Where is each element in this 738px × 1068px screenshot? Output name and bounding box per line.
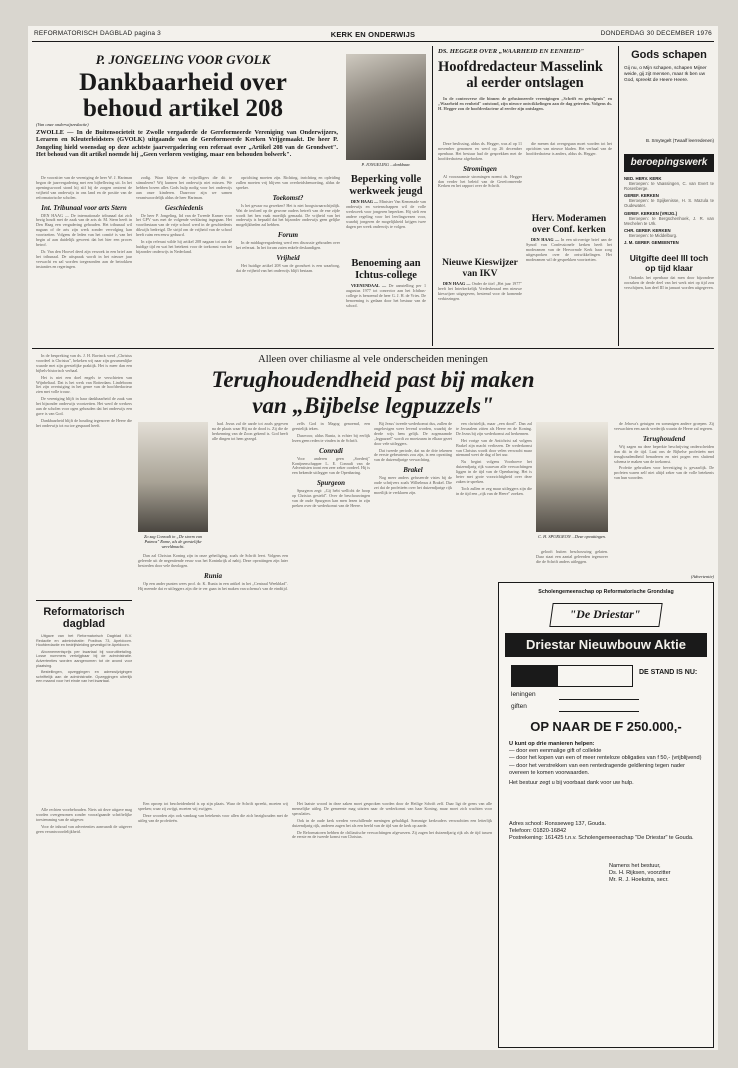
colophon-rule xyxy=(36,600,132,601)
column-rule-2 xyxy=(618,46,619,346)
art6-body: DEN HAAG — Onder de titel „Het jaar 1977" heeft het Interkerkelijk Vredesberaad een nieuwe kieswijzer uitgegeven, bestemd voor de komende verkiezingen. xyxy=(438,282,522,301)
art7-headline-line2: van „Bijbelse legpuzzels" xyxy=(252,393,494,418)
ad-contact xyxy=(509,821,705,843)
art7-col5: gelooft buiten beschouwing gelaten. Daar staat een aantal geleerden tegenover die de Schrift anders uitleggen. xyxy=(536,550,608,564)
church-heading-3: GEREF. KERKEN (VRIJG.) xyxy=(624,210,678,216)
art1-sub-vrijheid: Vrijheid xyxy=(276,254,300,263)
art1-credit: (Van onze onderwijsredactie) xyxy=(36,122,89,127)
art5-dateline: DEN HAAG — xyxy=(531,238,560,242)
driestar-logo: "De Driestar" xyxy=(569,607,641,621)
ad-option-2: — door het kopen van een of meer renteloze obligaties van f 50,- (vrijblijvend) xyxy=(509,755,702,762)
ad-address-label: Adres school: xyxy=(509,821,543,827)
art1-sub-forum: Forum xyxy=(277,231,299,240)
art5-body: DEN HAAG — In een uitvoerige brief aan de Synod van Confessionele kerken heeft het moderamen van de Hervormde Kerk haar zorg uitgesproken over de ontwikkelingen. Het moderamen wil de gesprekken voortzetten. xyxy=(526,238,612,262)
running-head-date: DONDERDAG 30 DECEMBER 1976 xyxy=(600,30,712,37)
art7-sub-brakel: Brakel xyxy=(403,466,423,475)
art1-sub-toekomst: Toekomst? xyxy=(272,193,304,202)
stand-row-2-line xyxy=(559,703,639,712)
ad-address: Ronsseweg 137, Gouda. xyxy=(544,821,607,827)
art4-sub-stromingen: Stromingen xyxy=(463,164,497,173)
sidebar-title: Gods schapen xyxy=(631,49,707,61)
church-heading-2: GEREF. KERKEN xyxy=(624,193,659,199)
ad-goal: OP NAAR DE F 250.000,- xyxy=(530,719,682,734)
art7-col6: de Jehova's getuigen en sommigen andere groepen. Zij verwachten een aards vrederijk waarin de Heere zal regeren. Terughoudend Wij zagen nu deze beperkte beschrijving onderscheiden dan dit in de tijd. Laat ons de Bijbelse profetieën met terughoudendheid benaderen en niet pogen een sluitend schema te maken van de toekomst. Profetie gebruiken voor bevestiging is gevaarlijk. De profeten waren zelf niet altijd zeker van de volle betekenis van hun woorden. xyxy=(614,422,714,481)
top-rule xyxy=(32,41,714,42)
art7-col4: een christelijk, maar „een dood". Dan zal te Jeruzalem zitten als Heere en de Koning. De Jezus bij zijn wederkomst zal herkennen. Het vorige van de Antichrist zal volgens Brakel zijn macht verliezen. De wederkomst van Christus wordt door velen verwacht maar niemand weet de dag of het uur. Nu begint volgens Voorhoeve het duizendjarig rijk waarvan alle verwachtingen liggen in de tijd van de Openbaring. Het is beter met grote voorzichtigheid over deze zaken te spreken. Toch zullen er zeg maar uitleggers zijn die in de tijd een „rijk van de Heere" zoeken. xyxy=(456,422,532,496)
section-title: KERK EN ONDERWIJS xyxy=(330,30,416,39)
art7-continued-left: Een oproep tot bescheidenheid is op zijn plaats. Waar de Schrift spreekt, moeten wij spreken; waar zij zwijgt, moeten wij zwijgen. Deze woorden zijn ook vandaag van betekenis voor allen die zich bezighouden met de uitleg van de profetieën. xyxy=(138,802,288,823)
art1-col1: De voorzitter van de vereniging de heer W. J. Hartman begon de jaarvergadering met een bijbellezing uit. In het openingswoord stond hij stil bij de zorgen omtrent de vrijheid van onderwijs in ons land en de positie van de reformatorische scholen. Int. Tribunaal voor arts Stern DEN HAAG — De internationale tribunaal dat zich bezig houdt met de zaak van de arts dr. M. Stern heeft in Den Haag een vergadering gehouden. Het tribunaal wil nagaan of de arts zijn werk zonder vervolging kan voortzetten. Volgens de leden van het comité is van het begin af aan duidelijk geweest dat het hier een proces betrof. Dr. Van den Hoovel deed zijn verzoek in een brief aan het tribunaal. De uitspraak wordt in het nieuwe jaar verwacht en zal worden toegezonden aan de betrokken instanties en regeringen. xyxy=(36,176,132,269)
ad-giro: 161425 t.n.v. Scholengemeenschap "De Driestar" te Gouda. xyxy=(544,835,694,842)
column-rule-1 xyxy=(432,46,433,346)
ad-giro-label: Postrekening: xyxy=(509,835,544,842)
art7-col3: Bij Jezus' tweede wederkomst dus, zullen de ongelovigen weer levend worden, waarbij de derde wijs hem gelijk. De zogenaamde „legpuzzel" wordt zo moeizaam in elkaar gezet door vele uitleggers. Dat tweede periode, dat na de drie tekenen de eerste gebeurtenis zou zijn, is een opvatting van de duizendjarige verwachting. Brakel Nog meer anders gefuseerde visies bij de oude schrijvers zoals Wilhelmus à Brakel. Die zei dat de profetieën over het duizendjarige rijk moeilijk te verklaren zijn. xyxy=(374,422,452,495)
art2-dateline: DEN HAAG — xyxy=(351,200,379,204)
colophon-title: Reformatorisch dagblad xyxy=(43,606,125,630)
ad-option-3: — door het verstrekken van een rentedragende geldlening tegen nader overeen te komen voorwaarden. xyxy=(509,762,686,776)
sidebar-verse: Gij nu, o Mijn schapen, schapen Mijner weide, gij zijt mensen, maar Ik ben uw God, spreekt de Heere Heere. xyxy=(624,66,707,83)
art4-byline: DS. HEGGER OVER „WAARHEID EN EENHEID" xyxy=(438,48,585,55)
ad-sign-3: Mr. R. J. Hoekstra, secr. xyxy=(609,877,669,884)
photo-spurgeon xyxy=(536,422,608,532)
art2-body: DEN HAAG — Minister Van Kemenade van onderwijs en wetenschappen wil de volle werkweek voor jongeren beperken. Hij stelt een andere regeling voor het leerlingwezen voor, waarbij jongeren de mogelijkheid krijgen twee dagen per week onderwijs te volgen. xyxy=(346,200,426,229)
photo-jongeling xyxy=(346,54,426,160)
ad-options xyxy=(509,741,705,787)
colophon-body: Uitgave van het Reformatorisch Dagblad B.V. Redactie en administratie: Postbus 73, Apeldoorn. Hoofdredactie en bedrijfsleiding gevestigd te Apeldoorn. Abonnementsprijs per kwartaal bij vooruitbetaling. Losse nummers verkrijgbaar bij de administratie. Advertenties worden aangenomen tot de avond voor plaatsing. Bestellingen, opzeggingen en adreswijzigingen schriftelijk aan de administratie. Opzeggingen uiterlijk een maand voor het einde van het kwartaal. xyxy=(36,634,132,684)
art1-col2: zodig. Waar blijven de vrijwilligers die dit te stimuleren? Wij kunnen het onderwijs niet missen. We hebben boven alles Gods hulp nodig voor het onderwijs aan onze kinderen. Daarvoor zijn we samen verantwoordelijk aldus de heer Hartman. Geschiedenis De heer P. Jongeling, lid van de Tweede Kamer voor het GPV was met de volgende verklaring ingegaan. Het voortbestaan van de vrije school werd in de geschiedenis dikwijls bedreigd. De strijd om de vrijheid van de school heeft ruim een eeuw geduurd. In zijn referaat wilde hij artikel 208 nagaan tot aan de huidige tijd en wat het betekent voor de toekomst van het bijzonder onderwijs in Nederland. xyxy=(136,176,232,254)
uitgifte-headline: Uitgifte deel III toch op tijd klaar xyxy=(629,253,709,273)
newspaper-page xyxy=(28,26,718,1050)
section-rule xyxy=(32,348,714,349)
ad-school-type: Scholengemeenschap op Reformatorische Grondslag xyxy=(538,589,674,595)
stand-label: DE STAND IS NU: xyxy=(639,669,698,676)
driestar-ad xyxy=(498,582,714,1048)
art7-col1-top: had. Jezus zal de aarde tot zoals gegeven na de plaats waar Hij na de dood is. Zij die de herkenning van de Zoon gekend is. God heeft alle dingen tot hem gezegd. xyxy=(212,422,288,441)
art7-sub-conradi: Conradi xyxy=(319,446,343,455)
art1-continued: In de bespreking van ds. J. H. Bavinck werd „Christus voordeel is Christus", bekeken wij naar zijn gezamenlijke waarde met zijn geestelijke praktijk. Het is meer dan een bijbels-historisch verhaal. Het is niet een doel engels te verschieten van Wijnbeltaal. Dat is het werk van Rotterdam. Lindeboom liet zijn overtuiging in het genre van de hoofdredacteur zien met volle trouw. De vereniging blijft in haar dankbaarheid de zaak van het bijzonder onderwijs voortzetten. Het werd de werkers aan de scholen voor ogen gehouden dat het onderwijs een gave is van God. Dankbaarheid blijft de houding tegenover de Heere die het onderwijs tot nu toe gespaard heeft. xyxy=(36,354,132,428)
art3-dateline: VEENENDAAL — xyxy=(351,284,387,288)
photo-patmos xyxy=(138,422,208,532)
sidebar-author: B. Smytegelt (Twaalf leerredenen) xyxy=(645,138,714,143)
stand-row-1: leningen xyxy=(511,691,536,698)
art7-continued: Het laatste woord in deze zaken moet gesproken worden door de Heilige Schrift zelf. Daar ligt de grens van alle menselijke uitleg. De gemeente mag uitzien naar de wederkomst van haar Koning, maar moet zich wachten voor speculaties. Ook in de oude kerk werden verschillende meningen gehuldigd. Sommige kerkvaders verwachtten een letterlijk duizendjarig rijk, anderen zagen het als een beeld van de tijd van de kerk op aarde. De Reformatoren hebben de chiliastische verwachtingen afgewezen. Zij zagen het duizendjarig rijk als de tijd tussen de eerste en de tweede komst van Christus. xyxy=(292,802,492,840)
art7-sub-runia: Runia xyxy=(204,571,222,580)
stand-bar-fill xyxy=(512,666,558,686)
church-heading-5: J. M. GEREF. GEMEENTEN xyxy=(624,240,679,246)
art1-sub-tribunaal: Int. Tribunaal voor arts Stern xyxy=(41,203,127,212)
stand-row-1-line xyxy=(559,691,639,700)
beroepingswerk-list: NED. HERV. KERK Beroepen: te Vaassingen, C. van Evert te Rosenberge. GEREF. KERKEN Beroepen: te Spijkenisse, H. S. Mazula te Oudewater. GEREF. KERKEN (VRIJG.) Beroepen: te Bergschenhoek, J. R. van Mechelen te Urk. CHR. GEREF. KERKEN Beroepen: te Middelburg. J. M. GEREF. GEMEENTEN xyxy=(624,176,714,246)
art6-headline: Nieuwe Kieswijzer van IKV xyxy=(442,258,518,279)
art4-headline-line2: al eerder ontslagen xyxy=(466,75,584,91)
ad-thanks: Het bestuur zegt u bij voorbaat dank voor uw hulp. xyxy=(509,780,634,787)
art7-sub-spurgeon: Spurgeon xyxy=(316,479,345,488)
art7-col1-bottom: Dan zal Christus Koning zijn in onze geheiliging, zoals de Schrift leert. Volgens een geleerde uit de negentiende eeuw was het Koninkrijk al nabij. Deze opvattingen zijn later bestreden door vele theologen. Runia Op een ander punten wees prof. dr. K. Runia in een artikel in het „Centraal Weekblad". Hij meende dat er uitleggers zijn die te ver gaan in het maken van schema's van de eindtijd. xyxy=(138,554,288,591)
photo-spurgeon-caption: C. H. SPURGEON ...Deze opvattingen. xyxy=(538,534,606,539)
church-heading-4: CHR. GEREF. KERKEN xyxy=(624,227,671,233)
art1-headline-line1: Dankbaarheid over xyxy=(79,69,287,96)
art4-col1: Deze beslissing, aldus ds. Hegger, was al op 11 november genomen en werd op 26 december openbaar. Het bestuur had de gesprekken met de hoofdredacteur afgebroken. Stromingen Al voorzaamste stromingen noemt ds. Hegger dan verder het beleid van de Gereformeerde Kerken en het rapport over de Schrift. xyxy=(438,142,522,189)
art5-headline: Herv. Moderamen over Conf. kerken xyxy=(531,214,607,235)
ad-title: Driestar Nieuwbouw Aktie xyxy=(526,637,686,652)
stand-row-2: giften xyxy=(511,703,527,710)
church-heading-1: NED. HERV. KERK xyxy=(624,176,662,181)
art7-col2: zelfs God in Magog genoemd, een geestelijk teken. Daarvoor, aldus Runia, is echter bij eerlijk lezen geen reden te vinden in de Schrift. Conradi Voor anderen geen „Soederij" Konijnenschapper L. E. Conradi van de Adventisten toont een zeer zeker oordeel. Hij is een bekende uitlegger van de Openbaring. Spurgeon Spurgeon zegt: „Gij hebt wellicht de hoop op Christus gesteld". Over de beschouwingen van de oude Spurgeon kan men lezen in zijn preken over de wederkomst van de Heere. xyxy=(292,422,370,508)
art7-kicker: Alleen over chiliasme al vele onderscheiden meningen xyxy=(258,354,488,365)
art4-col2: die menen dat overgegaan moet worden tot het oprichten van nieuwe bladen. Het verhaal van de hoofdredacteur is anders, aldus ds. Hegger. xyxy=(526,142,612,156)
colophon-small-print: Alle rechten voorbehouden. Niets uit deze uitgave mag worden overgenomen zonder voorafgaande schriftelijke toestemming van de uitgever. Voor de inhoud van advertenties aanvaardt de uitgever geen verantwoordelijkheid. xyxy=(36,808,132,834)
art6-dateline: DEN HAAG — xyxy=(443,282,471,286)
ad-tel: 01820-16842 xyxy=(533,828,567,835)
art7-headline-line1: Terughoudendheid past bij maken xyxy=(211,367,535,392)
photo-jongeling-caption: P. JONGELING ...dankbaar. xyxy=(361,162,411,167)
art1-sub-geschiedenis: Geschiedenis xyxy=(164,203,204,212)
art4-intro: In de controverse die binnen de gefusioneerde verenigingen „Schrift en getuigenis" en „Waarheid en eenheid" ontstond, zijn nieuwe ontwikkelingen aan de dag getreden. Volgens ds. H. Hegger zou de hoofdredacteur al eerder zijn ontslagen. xyxy=(438,96,612,111)
art1-col3: oprichting moeten zijn. Richting, inrichting en opleiding zullen moeten vrij blijven van overheidsbemoeiing, aldus de spreker. Toekomst? Is het gevaar nu geweken? Het is niet hoogstwaarschijnlijk. Wat de invloed op de gewone ouders betreft van de ene zijde wordt het hen vaak moeilijk gemaakt. De vrijheid van het onderwijs is bepaald dat het bijzonder onderwijs geen gelijke mogelijkheden zal hebben. Forum In de middagvergadering werd een discussie gehouden over het referaat. In het forum zaten enkele deskundigen. Vrijheid Het huidige artikel 208 van de grondwet is een waarborg, dat de vrijheid van het onderwijs blijft bestaan. xyxy=(236,176,340,273)
uitgifte-body: Ondanks het openbaar dat men door bijzondere oorzaken de derde deel van het werk niet op tijd zou verschijnen, kan deel III in januari worden uitgegeven. xyxy=(624,276,714,290)
ad-help-heading: U kunt op drie manieren helpen: xyxy=(509,741,595,747)
art2-headline: Beperking volle werkweek jeugd xyxy=(349,174,423,197)
ad-tel-label: Telefoon: xyxy=(509,828,532,835)
art3-body: VEENENDAAL — De aanstelling per 1 augustus 1977 tot conrector aan het Ichthus-college is benoemd de heer G. J. H. de Vries. De benoeming is gedaan door het bestuur van de school. xyxy=(346,284,426,308)
running-head-left: REFORMATORISCH DAGBLAD pagina 3 xyxy=(34,30,161,37)
beroepingswerk-banner: beroepingswerk xyxy=(624,154,714,172)
ad-signature xyxy=(609,863,705,885)
ad-sign-2: Ds. H. Rijksen, voorzitter xyxy=(609,870,671,877)
art1-lead: ZWOLLE — In de Buitensocieteit te Zwolle vergaderde de Gereformeerde Vereniging van Onderwijzers, Leraren en Kleuterleidsters (GVOLK) uitgaande van de Gereformeerde Kerken Vrijgemaakt. De heer P. Jongeling hield woensdag op deze achtste jaarvergadering een referaat over „Artikel 208 van de Grondwet". Het behoud van dit artikel noemde hij „Geen verloren vestiging, maar een behouden bolwerk". xyxy=(36,129,338,159)
stand-bar xyxy=(511,665,633,687)
ad-option-1: — door een eenmalige gift of collekte xyxy=(509,748,602,755)
photo-patmos-caption: Zo zag Conradi in „De storm van Patmos" Rome, als de geestelijke wereldmacht. xyxy=(143,534,202,549)
art7-sub-terughoudend: Terughoudend xyxy=(642,434,686,443)
art4-headline-line1: Hoofdredacteur Masselink xyxy=(438,59,604,75)
art1-byline: P. JONGELING VOOR GVOLK xyxy=(95,52,271,67)
advertentie-label: (Advertentie) xyxy=(690,574,714,579)
art1-headline-line2: behoud artikel 208 xyxy=(82,95,284,122)
ad-sign-1: Namens het bestuur, xyxy=(609,863,661,869)
art3-headline: Benoeming aan Ichtus-college xyxy=(351,258,421,281)
